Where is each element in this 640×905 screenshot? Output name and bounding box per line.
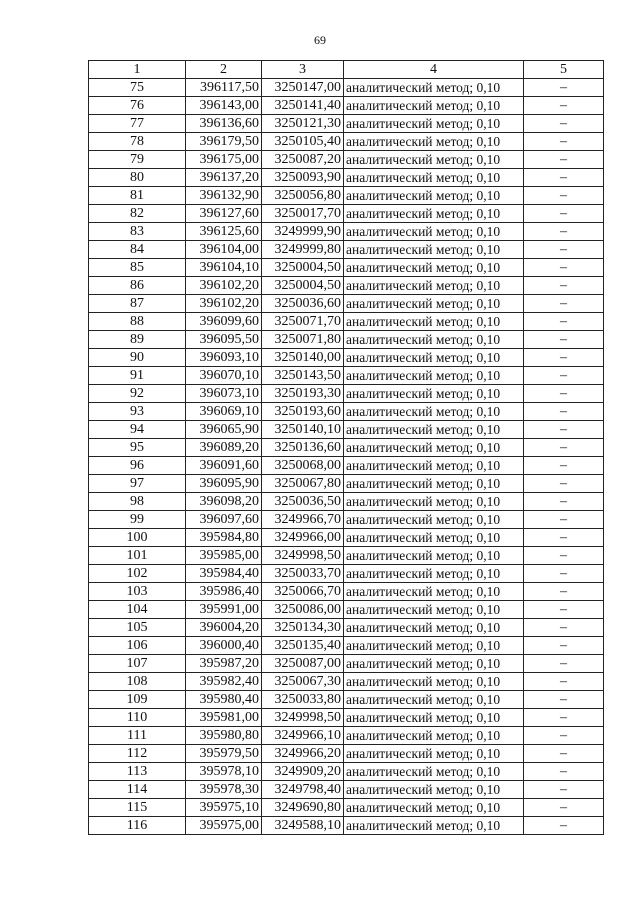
table-row: [89, 97, 604, 115]
note-cell: –: [524, 439, 604, 457]
coordinate-y-cell: 3250066,70: [262, 583, 344, 601]
table-row: [89, 547, 604, 565]
coordinate-y-cell: 3250087,00: [262, 655, 344, 673]
table-row: [89, 205, 604, 223]
method-cell: аналитический метод; 0,10: [344, 133, 524, 151]
point-number-cell: 83: [89, 223, 186, 241]
coordinate-x-cell: 396004,20: [186, 619, 262, 637]
note-cell: –: [524, 511, 604, 529]
coordinate-x-cell: 396102,20: [186, 277, 262, 295]
coordinate-x-cell: 396179,50: [186, 133, 262, 151]
coordinate-y-cell: 3249966,70: [262, 511, 344, 529]
coordinate-y-cell: 3250121,30: [262, 115, 344, 133]
note-cell: –: [524, 241, 604, 259]
table-row: [89, 745, 604, 763]
coordinate-y-cell: 3249999,90: [262, 223, 344, 241]
coordinate-y-cell: 3250067,30: [262, 673, 344, 691]
point-number-cell: 94: [89, 421, 186, 439]
table-row: [89, 187, 604, 205]
coordinate-x-cell: 396095,50: [186, 331, 262, 349]
method-cell: аналитический метод; 0,10: [344, 637, 524, 655]
point-number-cell: 76: [89, 97, 186, 115]
point-number-cell: 106: [89, 637, 186, 655]
coordinate-x-cell: 396095,90: [186, 475, 262, 493]
method-cell: аналитический метод; 0,10: [344, 475, 524, 493]
note-cell: –: [524, 385, 604, 403]
note-cell: –: [524, 745, 604, 763]
table-row: [89, 133, 604, 151]
point-number-cell: 102: [89, 565, 186, 583]
point-number-cell: 108: [89, 673, 186, 691]
table-row: [89, 529, 604, 547]
note-cell: –: [524, 727, 604, 745]
table-row: [89, 259, 604, 277]
point-number-cell: 113: [89, 763, 186, 781]
coordinate-y-cell: 3250193,30: [262, 385, 344, 403]
coordinate-x-cell: 395991,00: [186, 601, 262, 619]
method-cell: аналитический метод; 0,10: [344, 709, 524, 727]
coordinate-y-cell: 3250071,70: [262, 313, 344, 331]
coordinate-x-cell: 396102,20: [186, 295, 262, 313]
point-number-cell: 84: [89, 241, 186, 259]
note-cell: –: [524, 547, 604, 565]
coordinate-y-cell: 3250140,00: [262, 349, 344, 367]
coordinate-x-cell: 395984,40: [186, 565, 262, 583]
point-number-cell: 96: [89, 457, 186, 475]
note-cell: –: [524, 169, 604, 187]
table-row: [89, 331, 604, 349]
coordinate-y-cell: 3249909,20: [262, 763, 344, 781]
coordinate-x-cell: 396089,20: [186, 439, 262, 457]
note-cell: –: [524, 673, 604, 691]
note-cell: –: [524, 205, 604, 223]
coordinate-y-cell: 3250105,40: [262, 133, 344, 151]
method-cell: аналитический метод; 0,10: [344, 367, 524, 385]
table-row: [89, 493, 604, 511]
method-cell: аналитический метод; 0,10: [344, 277, 524, 295]
point-number-cell: 111: [89, 727, 186, 745]
header-col-2: 2: [186, 61, 262, 79]
method-cell: аналитический метод; 0,10: [344, 439, 524, 457]
table-row: [89, 349, 604, 367]
table-row: [89, 619, 604, 637]
point-number-cell: 85: [89, 259, 186, 277]
point-number-cell: 101: [89, 547, 186, 565]
method-cell: аналитический метод; 0,10: [344, 511, 524, 529]
coordinate-x-cell: 396093,10: [186, 349, 262, 367]
note-cell: –: [524, 655, 604, 673]
table-row: [89, 421, 604, 439]
method-cell: аналитический метод; 0,10: [344, 583, 524, 601]
coordinate-x-cell: 396125,60: [186, 223, 262, 241]
point-number-cell: 110: [89, 709, 186, 727]
note-cell: –: [524, 133, 604, 151]
method-cell: аналитический метод; 0,10: [344, 187, 524, 205]
method-cell: аналитический метод; 0,10: [344, 151, 524, 169]
coordinate-x-cell: 396069,10: [186, 403, 262, 421]
coordinate-x-cell: 395975,00: [186, 817, 262, 835]
table-row: [89, 223, 604, 241]
point-number-cell: 78: [89, 133, 186, 151]
point-number-cell: 100: [89, 529, 186, 547]
coordinate-x-cell: 395984,80: [186, 529, 262, 547]
note-cell: –: [524, 493, 604, 511]
note-cell: –: [524, 349, 604, 367]
note-cell: –: [524, 295, 604, 313]
method-cell: аналитический метод; 0,10: [344, 817, 524, 835]
coordinate-y-cell: 3250056,80: [262, 187, 344, 205]
point-number-cell: 114: [89, 781, 186, 799]
coordinate-y-cell: 3250135,40: [262, 637, 344, 655]
method-cell: аналитический метод; 0,10: [344, 421, 524, 439]
note-cell: –: [524, 403, 604, 421]
coordinate-x-cell: 395978,30: [186, 781, 262, 799]
coordinate-x-cell: 396143,00: [186, 97, 262, 115]
header-col-3: 3: [262, 61, 344, 79]
table-row: [89, 439, 604, 457]
note-cell: –: [524, 799, 604, 817]
coordinate-y-cell: 3250140,10: [262, 421, 344, 439]
table-header: [89, 61, 604, 79]
coordinates-table: [88, 60, 604, 835]
method-cell: аналитический метод; 0,10: [344, 97, 524, 115]
point-number-cell: 82: [89, 205, 186, 223]
point-number-cell: 81: [89, 187, 186, 205]
coordinate-y-cell: 3250147,00: [262, 79, 344, 97]
table-row: [89, 817, 604, 835]
table-row: [89, 457, 604, 475]
table-row: [89, 781, 604, 799]
point-number-cell: 79: [89, 151, 186, 169]
coordinate-y-cell: 3249690,80: [262, 799, 344, 817]
table-row: [89, 79, 604, 97]
coordinate-y-cell: 3249588,10: [262, 817, 344, 835]
note-cell: –: [524, 151, 604, 169]
note-cell: –: [524, 601, 604, 619]
note-cell: –: [524, 187, 604, 205]
coordinate-y-cell: 3249798,40: [262, 781, 344, 799]
header-col-5: 5: [524, 61, 604, 79]
method-cell: аналитический метод; 0,10: [344, 529, 524, 547]
method-cell: аналитический метод; 0,10: [344, 223, 524, 241]
table-row: [89, 565, 604, 583]
method-cell: аналитический метод; 0,10: [344, 313, 524, 331]
coordinate-y-cell: 3250134,30: [262, 619, 344, 637]
table-row: [89, 367, 604, 385]
note-cell: –: [524, 817, 604, 835]
coordinate-y-cell: 3250087,20: [262, 151, 344, 169]
table-row: [89, 637, 604, 655]
method-cell: аналитический метод; 0,10: [344, 385, 524, 403]
coordinate-y-cell: 3249999,80: [262, 241, 344, 259]
table-row: [89, 277, 604, 295]
coordinate-y-cell: 3250071,80: [262, 331, 344, 349]
coordinate-x-cell: 395986,40: [186, 583, 262, 601]
coordinate-x-cell: 396117,50: [186, 79, 262, 97]
table-row: [89, 385, 604, 403]
coordinate-y-cell: 3250033,80: [262, 691, 344, 709]
coordinate-x-cell: 395980,40: [186, 691, 262, 709]
note-cell: –: [524, 475, 604, 493]
coordinate-y-cell: 3250141,40: [262, 97, 344, 115]
table-row: [89, 511, 604, 529]
point-number-cell: 91: [89, 367, 186, 385]
coordinate-y-cell: 3249998,50: [262, 709, 344, 727]
point-number-cell: 112: [89, 745, 186, 763]
coordinate-x-cell: 396073,10: [186, 385, 262, 403]
coordinate-x-cell: 396175,00: [186, 151, 262, 169]
table-row: [89, 673, 604, 691]
method-cell: аналитический метод; 0,10: [344, 349, 524, 367]
table-row: [89, 169, 604, 187]
note-cell: –: [524, 457, 604, 475]
coordinate-x-cell: 396000,40: [186, 637, 262, 655]
page-number: 69: [314, 33, 326, 47]
coordinate-y-cell: 3250017,70: [262, 205, 344, 223]
note-cell: –: [524, 763, 604, 781]
point-number-cell: 95: [89, 439, 186, 457]
note-cell: –: [524, 637, 604, 655]
coordinate-y-cell: 3250136,60: [262, 439, 344, 457]
coordinate-x-cell: 395979,50: [186, 745, 262, 763]
point-number-cell: 98: [89, 493, 186, 511]
method-cell: аналитический метод; 0,10: [344, 493, 524, 511]
point-number-cell: 104: [89, 601, 186, 619]
point-number-cell: 88: [89, 313, 186, 331]
method-cell: аналитический метод; 0,10: [344, 619, 524, 637]
note-cell: –: [524, 619, 604, 637]
note-cell: –: [524, 223, 604, 241]
point-number-cell: 99: [89, 511, 186, 529]
point-number-cell: 89: [89, 331, 186, 349]
point-number-cell: 109: [89, 691, 186, 709]
coordinate-x-cell: 395980,80: [186, 727, 262, 745]
method-cell: аналитический метод; 0,10: [344, 295, 524, 313]
coordinate-y-cell: 3250033,70: [262, 565, 344, 583]
method-cell: аналитический метод; 0,10: [344, 403, 524, 421]
note-cell: –: [524, 367, 604, 385]
point-number-cell: 116: [89, 817, 186, 835]
method-cell: аналитический метод; 0,10: [344, 565, 524, 583]
point-number-cell: 107: [89, 655, 186, 673]
point-number-cell: 97: [89, 475, 186, 493]
point-number-cell: 77: [89, 115, 186, 133]
coordinate-x-cell: 396091,60: [186, 457, 262, 475]
point-number-cell: 86: [89, 277, 186, 295]
coordinate-y-cell: 3250004,50: [262, 259, 344, 277]
coordinate-x-cell: 396070,10: [186, 367, 262, 385]
point-number-cell: 92: [89, 385, 186, 403]
method-cell: аналитический метод; 0,10: [344, 241, 524, 259]
note-cell: –: [524, 97, 604, 115]
method-cell: аналитический метод; 0,10: [344, 547, 524, 565]
coordinate-y-cell: 3250036,60: [262, 295, 344, 313]
point-number-cell: 115: [89, 799, 186, 817]
coordinate-y-cell: 3250193,60: [262, 403, 344, 421]
method-cell: аналитический метод; 0,10: [344, 331, 524, 349]
method-cell: аналитический метод; 0,10: [344, 79, 524, 97]
coordinate-y-cell: 3250004,50: [262, 277, 344, 295]
note-cell: –: [524, 79, 604, 97]
note-cell: –: [524, 115, 604, 133]
coordinate-x-cell: 395982,40: [186, 673, 262, 691]
coordinate-x-cell: 395987,20: [186, 655, 262, 673]
table-row: [89, 763, 604, 781]
table-row: [89, 115, 604, 133]
point-number-cell: 105: [89, 619, 186, 637]
method-cell: аналитический метод; 0,10: [344, 745, 524, 763]
coordinate-y-cell: 3250093,90: [262, 169, 344, 187]
table-row: [89, 151, 604, 169]
table-row: [89, 295, 604, 313]
method-cell: аналитический метод; 0,10: [344, 601, 524, 619]
coordinate-x-cell: 395981,00: [186, 709, 262, 727]
point-number-cell: 87: [89, 295, 186, 313]
table-row: [89, 313, 604, 331]
method-cell: аналитический метод; 0,10: [344, 727, 524, 745]
note-cell: –: [524, 277, 604, 295]
method-cell: аналитический метод; 0,10: [344, 169, 524, 187]
method-cell: аналитический метод; 0,10: [344, 655, 524, 673]
coordinate-y-cell: 3250086,00: [262, 601, 344, 619]
coordinate-x-cell: 395978,10: [186, 763, 262, 781]
coordinate-x-cell: 395975,10: [186, 799, 262, 817]
coordinate-y-cell: 3249966,20: [262, 745, 344, 763]
coordinate-y-cell: 3249966,00: [262, 529, 344, 547]
coordinate-x-cell: 396137,20: [186, 169, 262, 187]
method-cell: аналитический метод; 0,10: [344, 763, 524, 781]
table-row: [89, 799, 604, 817]
note-cell: –: [524, 421, 604, 439]
point-number-cell: 90: [89, 349, 186, 367]
point-number-cell: 75: [89, 79, 186, 97]
coordinate-y-cell: 3250036,50: [262, 493, 344, 511]
coordinate-x-cell: 396097,60: [186, 511, 262, 529]
header-col-4: 4: [344, 61, 524, 79]
method-cell: аналитический метод; 0,10: [344, 673, 524, 691]
table-row: [89, 601, 604, 619]
note-cell: –: [524, 529, 604, 547]
method-cell: аналитический метод; 0,10: [344, 115, 524, 133]
method-cell: аналитический метод; 0,10: [344, 205, 524, 223]
note-cell: –: [524, 781, 604, 799]
coordinate-x-cell: 396104,00: [186, 241, 262, 259]
note-cell: –: [524, 583, 604, 601]
method-cell: аналитический метод; 0,10: [344, 781, 524, 799]
coordinate-x-cell: 396065,90: [186, 421, 262, 439]
coordinate-y-cell: 3250068,00: [262, 457, 344, 475]
table-row: [89, 241, 604, 259]
note-cell: –: [524, 709, 604, 727]
method-cell: аналитический метод; 0,10: [344, 691, 524, 709]
table-body: [89, 79, 604, 835]
coordinate-x-cell: 396099,60: [186, 313, 262, 331]
coordinate-x-cell: 396132,90: [186, 187, 262, 205]
table-row: [89, 727, 604, 745]
point-number-cell: 103: [89, 583, 186, 601]
table-row: [89, 583, 604, 601]
method-cell: аналитический метод; 0,10: [344, 259, 524, 277]
note-cell: –: [524, 691, 604, 709]
table-row: [89, 691, 604, 709]
coordinate-y-cell: 3250143,50: [262, 367, 344, 385]
header-row: [89, 61, 604, 79]
coordinate-x-cell: 396127,60: [186, 205, 262, 223]
table-row: [89, 403, 604, 421]
table-row: [89, 475, 604, 493]
note-cell: –: [524, 331, 604, 349]
method-cell: аналитический метод; 0,10: [344, 457, 524, 475]
coordinate-y-cell: 3249998,50: [262, 547, 344, 565]
coordinate-y-cell: 3249966,10: [262, 727, 344, 745]
coordinate-x-cell: 396098,20: [186, 493, 262, 511]
table-row: [89, 655, 604, 673]
header-col-1: 1: [89, 61, 186, 79]
coordinate-x-cell: 395985,00: [186, 547, 262, 565]
coordinate-x-cell: 396104,10: [186, 259, 262, 277]
note-cell: –: [524, 259, 604, 277]
coordinate-x-cell: 396136,60: [186, 115, 262, 133]
method-cell: аналитический метод; 0,10: [344, 799, 524, 817]
point-number-cell: 93: [89, 403, 186, 421]
table-row: [89, 709, 604, 727]
coordinate-y-cell: 3250067,80: [262, 475, 344, 493]
note-cell: –: [524, 565, 604, 583]
point-number-cell: 80: [89, 169, 186, 187]
note-cell: –: [524, 313, 604, 331]
